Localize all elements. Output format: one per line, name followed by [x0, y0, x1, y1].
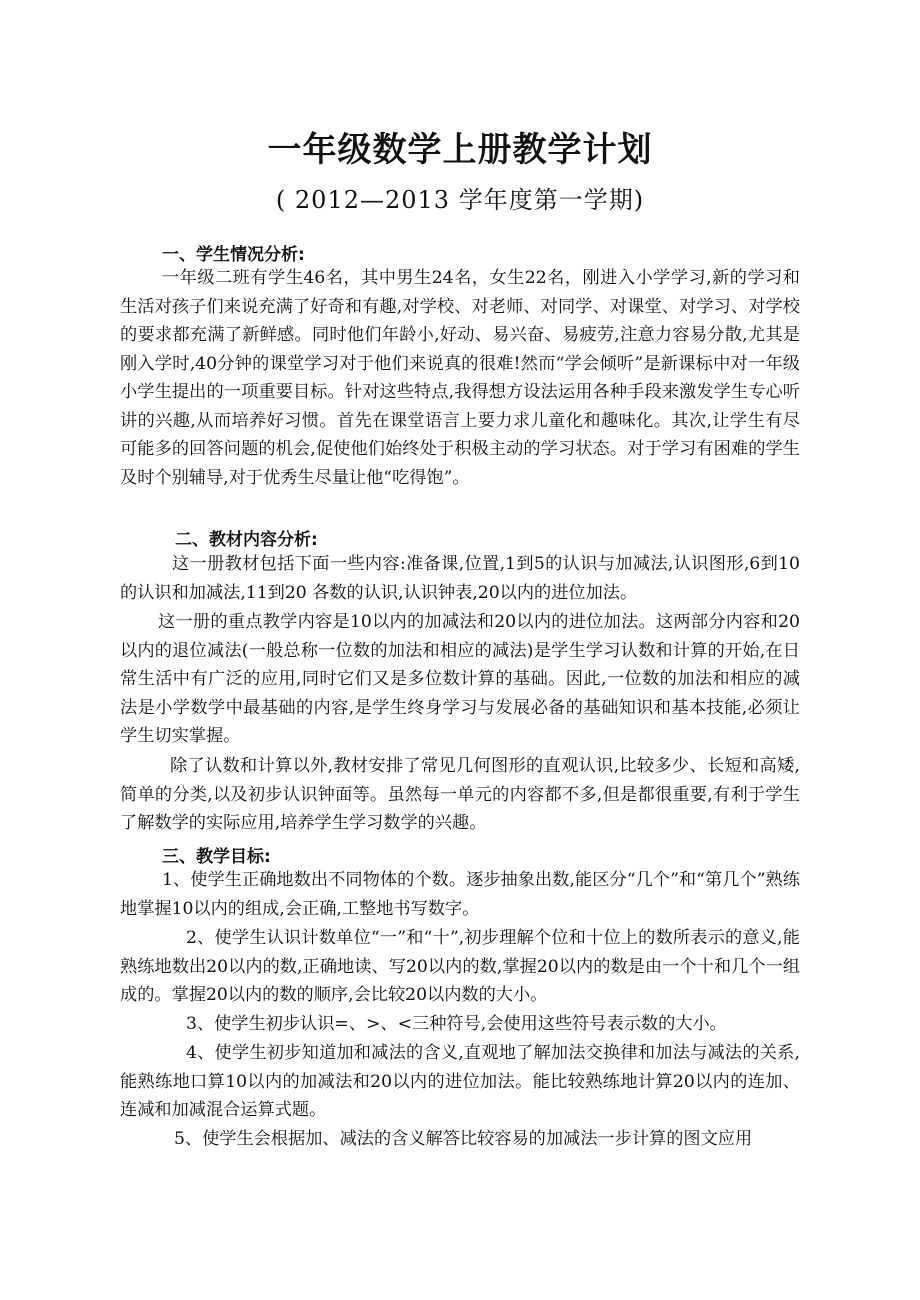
- paragraph-student-analysis: 一年级二班有学生46名，其中男生24名，女生22名，刚进入小学学习,新的学习和生活对孩子们来说充满了好奇和有趣,对学校、对老师、对同学、对课堂、对学习、对学校的要求都充满了新鲜感。同时他们年龄小,好动、易兴奋、易疲劳,注意力容易分散,尤其是刚入学时,40分钟的课堂学习对于他们来说真的很难!然而“学会倾听”是新课标中对一年级小学生提出的一项重要目标。针对这些特点,我得想方设法运用各种手段来激发学生专心听讲的兴趣,从而培养好习惯。首先在课堂语言上要力求儿童化和趣味化。其次,让学生有尽可能多的回答问题的机会,促使他们始终处于积极主动的学习状态。对于学习有困难的学生及时个别辅导,对于优秀生尽量让他“吃得饱”。: [120, 268, 800, 488]
- section-heading-teaching-goals: 三、教学目标:: [162, 847, 271, 867]
- goal-item-4: 4、使学生初步知道加和减法的含义,直观地了解加法交换律和加法与减法的关系,能熟练地口算10以内的加减法和20以内的进位加法。能比较熟练地计算20以内的连加、连减和加减混合运算式题。: [120, 1043, 800, 1120]
- section-heading-textbook-analysis: 二、教材内容分析:: [175, 530, 318, 550]
- section-heading-student-analysis: 一、学生情况分析:: [162, 245, 305, 265]
- paragraph-textbook-other: 除了认数和计算以外,教材安排了常见几何图形的直观认识,比较多少、长短和高矮,简单的分类,以及初步认识钟面等。虽然每一单元的内容都不多,但是都很重要,有利于学生了解数学的实际应用,培养学生学习数学的兴趣。: [120, 756, 800, 833]
- document-subtitle: ( 2012—2013 学年度第一学期): [275, 186, 645, 214]
- goal-item-3: 3、使学生初步认识=、>、<三种符号,会使用这些符号表示数的大小。: [186, 1014, 727, 1034]
- paragraph-textbook-contents: 这一册教材包括下面一些内容:准备课,位置,1到5的认识与加减法,认识图形,6到10的认识和加减法,11到20 各数的认识,认识钟表,20以内的进位加法。: [120, 554, 800, 603]
- goal-item-1: 1、使学生正确地数出不同物体的个数。逐步抽象出数,能区分“几个”和“第几个”熟练地掌握10以内的组成,会正确,工整地书写数字。: [120, 870, 800, 919]
- paragraph-textbook-focus: 这一册的重点教学内容是10以内的加减法和20以内的进位加法。这两部分内容和20以内的退位减法(一般总称一位数的加法和相应的减法)是学生学习认数和计算的开始,在日常生活中有广泛的应用,同时它们又是多位数计算的基础。因此,一位数的加法和相应的减法是小学数学中最基础的内容,是学生终身学习与发展必备的基础知识和基本技能,必须让学生切实掌握。: [120, 612, 800, 746]
- goal-item-5: 5、使学生会根据加、减法的含义解答比较容易的加减法一步计算的图文应用: [174, 1129, 753, 1149]
- goal-item-2: 2、使学生认识计数单位“一”和“十”,初步理解个位和十位上的数所表示的意义,能熟练地数出20以内的数,正确地读、写20以内的数,掌握20以内的数是由一个十和几个一组成的。掌握20以内的数的顺序,会比较20以内数的大小。: [120, 928, 800, 1005]
- document-title: 一年级数学上册教学计划: [267, 130, 653, 170]
